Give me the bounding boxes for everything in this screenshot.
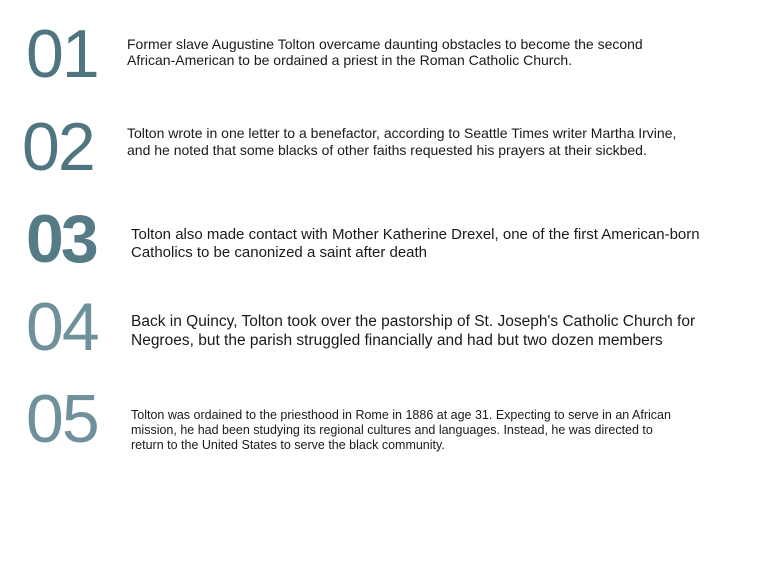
item-text-02 [127, 125, 676, 159]
item-text-05 [131, 408, 671, 453]
item-number-04: 04 [26, 289, 98, 365]
item-text-line: Former slave Augustine Tolton overcame daunting obstacles to become the second [127, 36, 643, 52]
item-number-05: 05 [26, 381, 98, 457]
item-text-line: Tolton wrote in one letter to a benefactor, according to Seattle Times writer Martha Irvine, [127, 125, 677, 141]
item-number-03: 03 [26, 201, 96, 277]
item-text-04 [131, 312, 695, 350]
item-number-01: 01 [26, 16, 98, 92]
item-text-line: mission, he had been studying its regional cultures and languages. Instead, he was directed to [131, 423, 653, 437]
item-text-01 [127, 36, 643, 68]
item-text-line: Back in Quincy, Tolton took over the pastorship of St. Joseph's Catholic Church for [131, 313, 696, 330]
item-text-line: Catholics to be canonized a saint after death [131, 244, 428, 261]
item-number-02: 02 [22, 109, 94, 185]
item-text-line: Tolton also made contact with Mother Katherine Drexel, one of the first American-born [131, 226, 700, 243]
item-text-line: return to the United States to serve the black community. [131, 438, 445, 452]
item-text-line: Negroes, but the parish struggled financially and had but two dozen members [131, 332, 663, 349]
item-text-03 [131, 226, 700, 262]
item-text-line: Tolton was ordained to the priesthood in Rome in 1886 at age 31. Expecting to serve in an African [131, 408, 671, 422]
item-text-line: African-American to be ordained a priest in the Roman Catholic Church. [127, 52, 573, 68]
item-text-line: and he noted that some blacks of other faiths requested his prayers at their sickbed. [127, 142, 647, 158]
